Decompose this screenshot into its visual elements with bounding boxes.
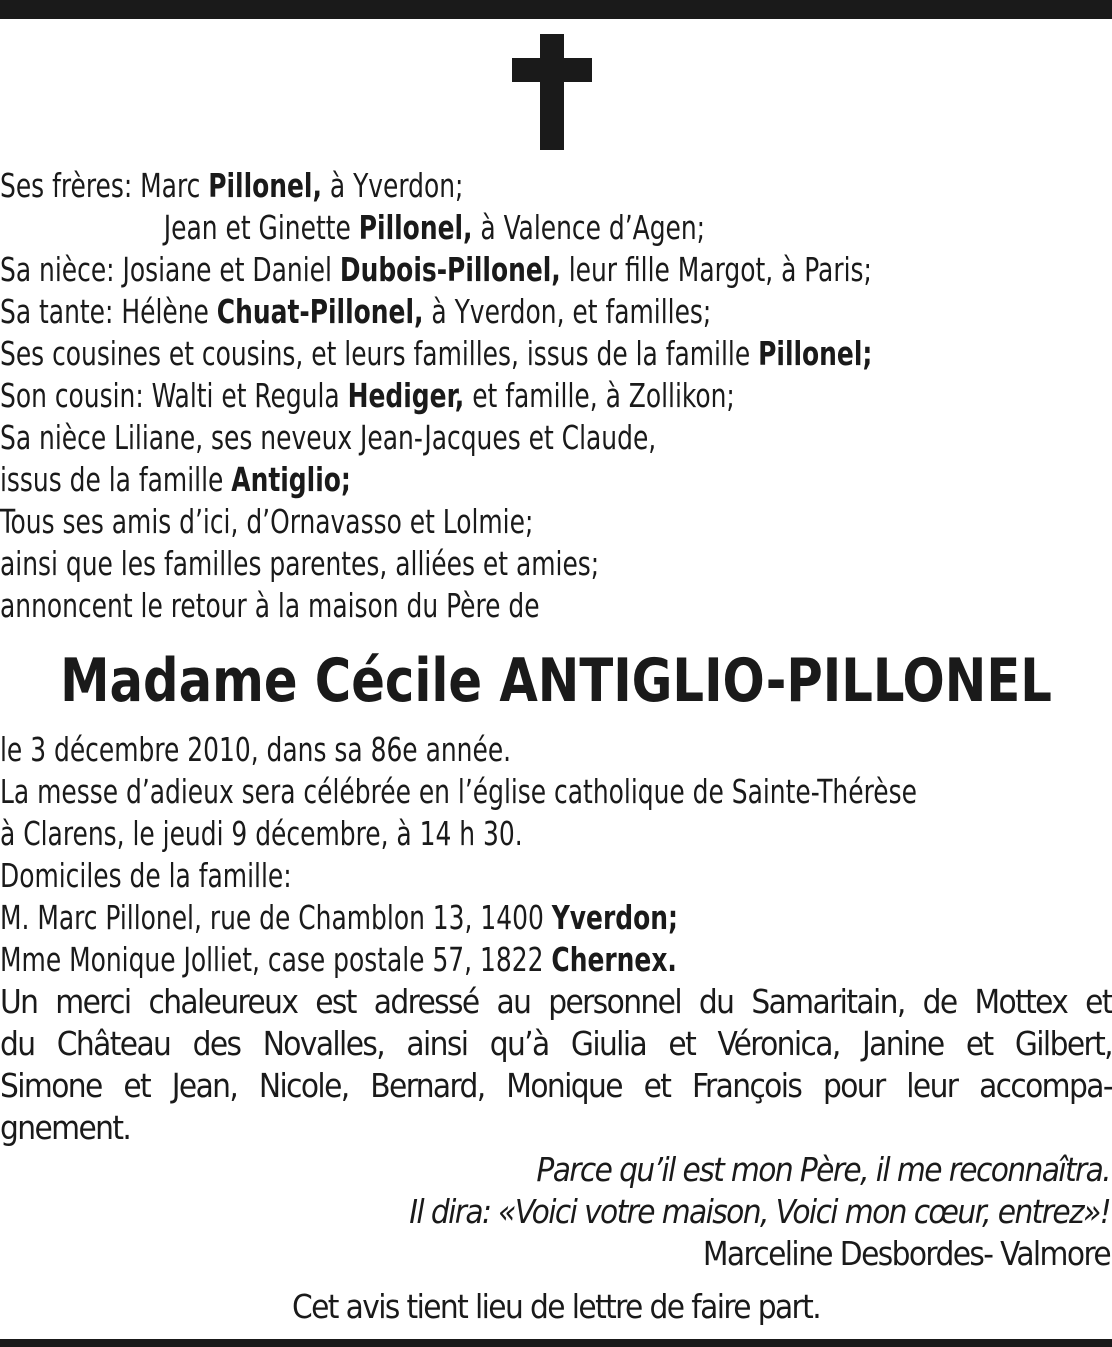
word: accompa- [979,1066,1112,1105]
word: adressé [373,982,479,1021]
word: gnement. [0,1108,131,1147]
word: Samaritain, [751,982,905,1021]
word: des [192,1024,241,1063]
detail-line: Mme Monique Jolliet, case postale 57, 1822 Chernex. [0,940,677,979]
thanks-paragraph [0,981,1112,1149]
word: et [965,1024,993,1063]
family-line: Sa nièce Liliane, ses neveux Jean-Jacques et Claude, [0,418,657,457]
thanks-line [0,1065,1112,1107]
word: Jean, [171,1066,238,1105]
family-line: Son cousin: Walti et Regula Hediger, et famille, à Zollikon; [0,376,735,415]
word: de [922,982,957,1021]
word: est [315,982,356,1021]
word: Un [0,982,38,1021]
word: Mottex [974,982,1068,1021]
word: Janine [862,1024,944,1063]
detail-line: La messe d’adieux sera célébrée en l’église catholique de Sainte-Thérèse [0,772,917,811]
family-line: Ses frères: Marc Pillonel, à Yverdon; [0,166,464,205]
family-line: ainsi que les familles parentes, alliées et amies; [0,544,600,583]
cross-icon [512,34,592,150]
word: chaleureux [148,982,298,1021]
detail-line: Domiciles de la famille: [0,856,292,895]
family-line: Sa tante: Hélène Chuat-Pillonel, à Yverdon, et familles; [0,292,712,331]
word: Véronica, [717,1024,840,1063]
word: Monique [506,1066,622,1105]
word: Novalles, [262,1024,385,1063]
family-line: Jean et Ginette Pillonel, à Valence d’Agen; [163,208,706,247]
bottom-rule [0,1339,1112,1347]
family-line: annoncent le retour à la maison du Père de [0,586,540,625]
word: et [668,1024,696,1063]
word: personnel [548,982,681,1021]
word: merci [55,982,131,1021]
quote-line: Parce qu’il est mon Père, il me reconnaîtra. [536,1150,1110,1189]
word: leur [906,1066,958,1105]
family-line: Ses cousines et cousins, et leurs familles, issus de la famille Pillonel; [0,334,873,373]
thanks-line [0,981,1112,1023]
family-line: Tous ses amis d’ici, d’Ornavasso et Lolmie; [0,502,534,541]
word: Nicole, [258,1066,349,1105]
quote-block [409,1149,1110,1275]
quote-author: Marceline Desbordes- Valmore [702,1234,1110,1273]
family-line: issus de la famille Antiglio; [0,460,351,499]
thanks-line [0,1107,1112,1149]
detail-line: le 3 décembre 2010, dans sa 86e année. [0,730,512,769]
closing-note: Cet avis tient lieu de lettre de faire part. [291,1287,821,1326]
family-line: Sa nièce: Josiane et Daniel Dubois-Pillonel, leur fille Margot, à Paris; [0,250,872,289]
thanks-line [0,1023,1112,1065]
word: François [691,1066,802,1105]
word: Château [56,1024,171,1063]
family-list [0,165,1112,627]
quote-line: Il dira: «Voici votre maison, Voici mon cœur, entrez»! [409,1192,1110,1231]
word: au [496,982,531,1021]
word: Bernard, [370,1066,485,1105]
word: du [698,982,734,1021]
word: Simone [0,1066,102,1105]
detail-line: M. Marc Pillonel, rue de Chamblon 13, 1400 Yverdon; [0,898,678,937]
word: et [123,1066,151,1105]
word: du [0,1024,35,1063]
word: ainsi [406,1024,468,1063]
word: et [1085,982,1112,1021]
top-rule [0,0,1112,19]
word: qu’à [489,1024,549,1063]
details-list [0,729,1112,981]
word: et [643,1066,671,1105]
word: Giulia [570,1024,647,1063]
deceased-name: Madame Cécile ANTIGLIO-PILLONEL [60,646,1052,716]
word: Gilbert, [1014,1024,1112,1063]
detail-line: à Clarens, le jeudi 9 décembre, à 14 h 30. [0,814,523,853]
word: pour [822,1066,885,1105]
